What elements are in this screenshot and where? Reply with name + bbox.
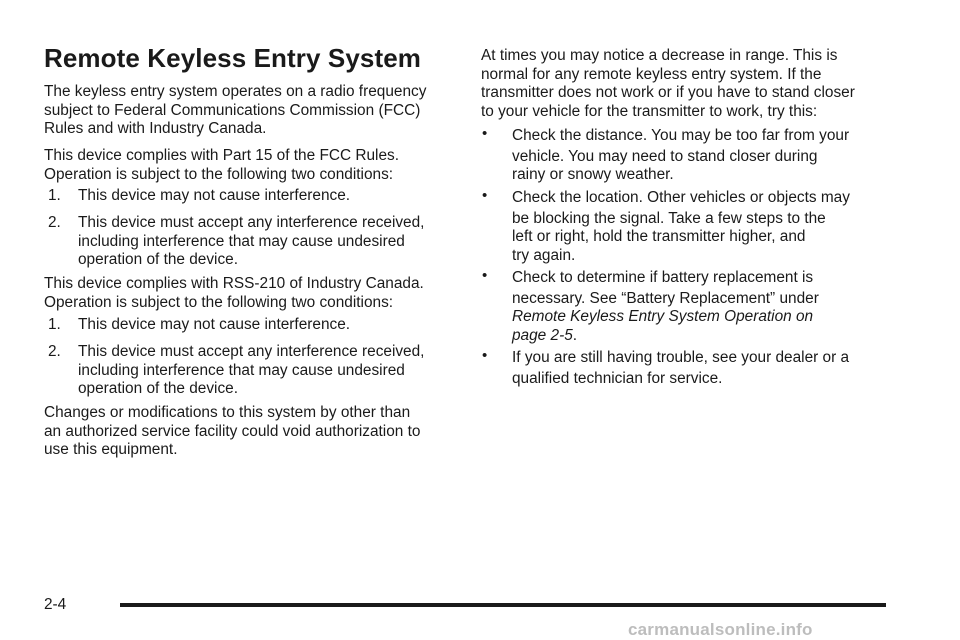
text-line: necessary. See “Battery Replacement” under — [512, 289, 819, 307]
text-line: Check the distance. You may be too far from your — [512, 127, 850, 144]
bullet-item — [482, 269, 902, 347]
text-line: rainy or snowy weather. — [512, 166, 674, 184]
page-number: 2-4 — [44, 596, 67, 613]
text-line: use this equipment. — [44, 441, 178, 459]
list-number: 2. — [48, 343, 61, 360]
cross-reference-link[interactable]: Remote Keyless Entry System Operation on — [512, 308, 814, 326]
text-line: try again. — [512, 246, 576, 264]
list-text: This device may not cause interference. — [78, 316, 351, 333]
text-line: Changes or modifications to this system by other than — [44, 404, 411, 421]
text-line: At times you may notice a decrease in range. This is — [481, 47, 838, 64]
bullet-icon: • — [482, 125, 488, 142]
text-line: normal for any remote keyless entry system. If the — [481, 65, 822, 83]
text-line: Operation is subject to the following two conditions: — [44, 165, 394, 183]
ic-paragraph — [44, 275, 424, 312]
text-line: This device must accept any interference received, — [78, 214, 425, 231]
list-item — [48, 214, 458, 272]
range-paragraph — [481, 47, 855, 121]
text-line: This device must accept any interference received, — [78, 343, 425, 360]
text-line: operation of the device. — [78, 380, 239, 398]
bullet-item — [482, 349, 902, 389]
list-item — [48, 316, 458, 336]
text-line: Operation is subject to the following two conditions: — [44, 293, 394, 311]
text-line: transmitter does not work or if you have to stand closer — [481, 84, 855, 102]
text-line: left or right, hold the transmitter higher, and — [512, 228, 806, 246]
intro-paragraph — [44, 83, 426, 139]
text-line: Rules and with Industry Canada. — [44, 120, 267, 138]
page-title: Remote Keyless Entry System — [44, 43, 421, 73]
bullet-icon: • — [482, 187, 488, 204]
footer-rule — [120, 603, 886, 607]
list-number: 2. — [48, 214, 61, 231]
modifications-paragraph — [44, 404, 420, 460]
text-line: including interference that may cause undesired — [78, 361, 405, 379]
list-item — [48, 187, 458, 207]
list-number: 1. — [48, 187, 61, 204]
text-line: vehicle. You may need to stand closer during — [512, 147, 818, 165]
text-line: If you are still having trouble, see your dealer or a — [512, 349, 850, 366]
text-line: to your vehicle for the transmitter to work, try this: — [481, 102, 818, 120]
cross-reference-page[interactable]: page 2-5 — [512, 326, 573, 344]
text-line: an authorized service facility could void authorization to — [44, 422, 421, 440]
text-line: operation of the device. — [78, 251, 239, 269]
bullet-icon: • — [482, 347, 488, 364]
fcc-paragraph — [44, 147, 399, 184]
watermark: carmanualsonline.info — [628, 620, 813, 639]
list-text: This device may not cause interference. — [78, 187, 351, 204]
text-line: qualified technician for service. — [512, 369, 723, 387]
text-line: Check to determine if battery replacement is — [512, 269, 814, 286]
bullet-icon: • — [482, 267, 488, 284]
text-line: be blocking the signal. Take a few steps to the — [512, 209, 826, 227]
text-line: This device complies with RSS-210 of Industry Canada. — [44, 275, 424, 292]
text-line: This device complies with Part 15 of the FCC Rules. — [44, 147, 399, 164]
text-line: subject to Federal Communications Commission (FCC) — [44, 101, 421, 119]
list-number: 1. — [48, 316, 61, 333]
list-item — [48, 343, 458, 401]
bullet-item — [482, 189, 902, 267]
punctuation: . — [572, 326, 578, 344]
text-line: including interference that may cause undesired — [78, 232, 405, 250]
text-line: The keyless entry system operates on a radio frequency — [44, 83, 427, 100]
bullet-item — [482, 127, 902, 185]
text-line: Check the location. Other vehicles or objects may — [512, 189, 850, 206]
